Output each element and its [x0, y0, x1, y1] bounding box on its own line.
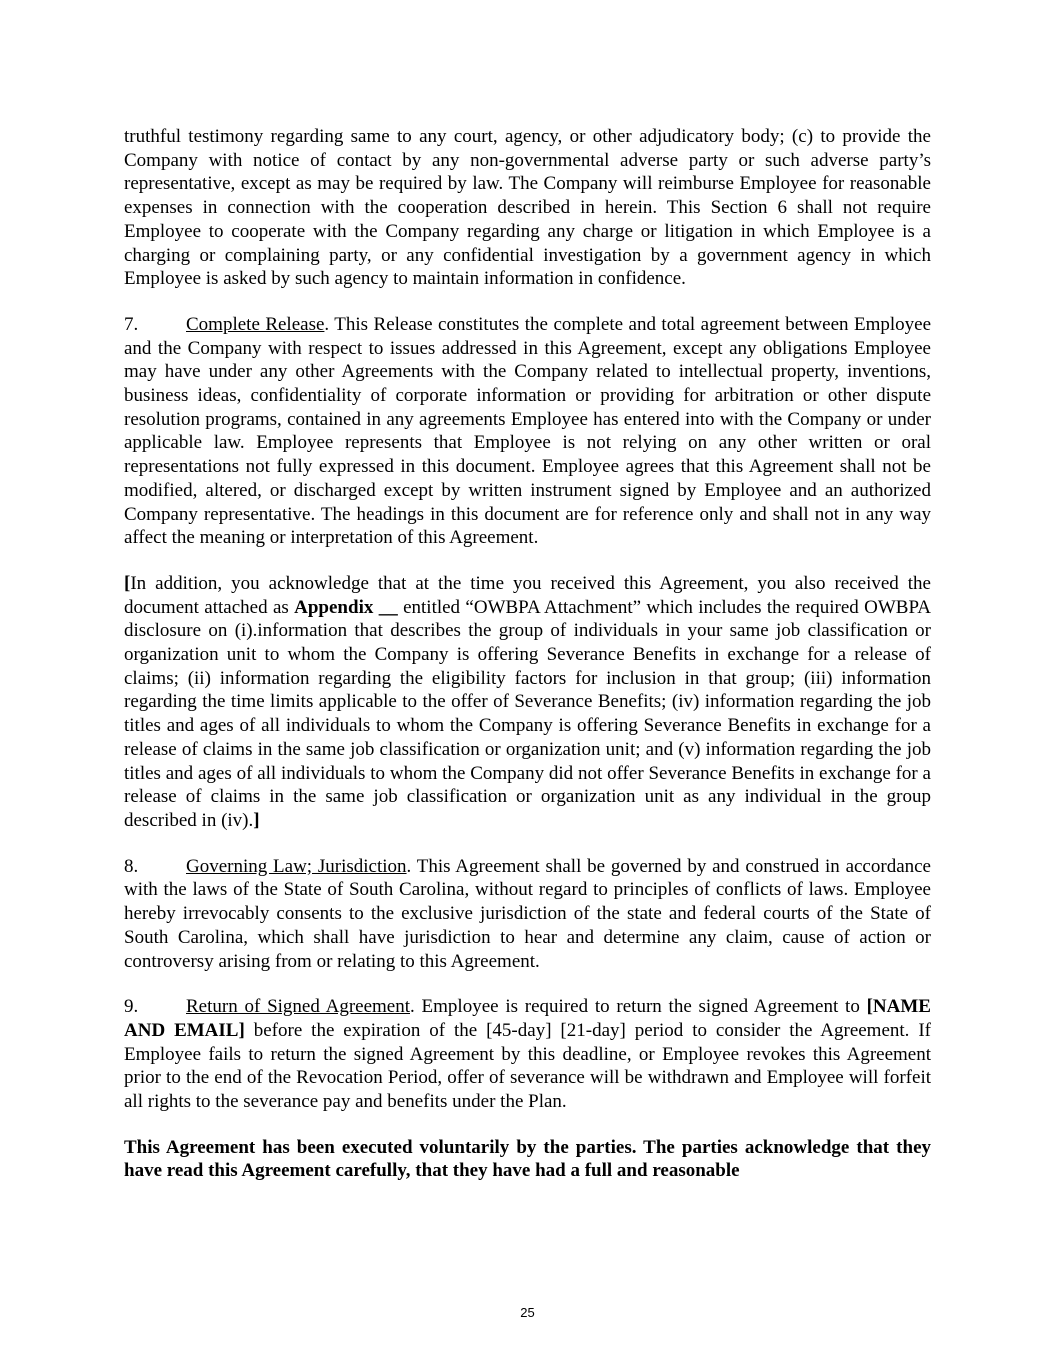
owbpa-text-a: In addition, you acknowledge that at the time you received this Agreement, you also received the document attached as [124, 572, 931, 618]
section-text-b: before the expiration of the [45-day] [21-day] period to consider the Agreement. If Employee fails to return the signed Agreement by this deadline, or Employee revokes this Agreement prior to the end of the Revocation Period, offer of severance will be withdrawn and Employee will forfeit all rights to the severance pay and benefits under the Plan. [124, 1019, 931, 1113]
section-text: . This Release constitutes the complete and total agreement between Employee and the Company with respect to issues addressed in this Agreement, except any obligations Employee may have under any other Agreements with the Company related to intellectual property, inventions, business ideas, confidentiality of corporate information or providing for arbitration or other dispute resolution programs, contained in any agreements Employee has entered into with the Company or under applicable law. Employee represents that Employee is not relying on any other written or oral representations not fully expressed in this document. Employee agrees that this Agreement shall not be modified, altered, or discharged except by written instrument signed by Employee and an authorized Company representative. The headings in this document are for reference only and shall not in any way affect the meaning or interpretation of this Agreement. [124, 313, 931, 549]
paragraph-closing-acknowledgement: This Agreement has been executed voluntarily by the parties. The parties acknowledge that they have read this Agreement carefully, that they have had a full and reasonable [124, 1136, 931, 1182]
appendix-reference: Appendix __ [294, 596, 398, 618]
section-number: 9. [124, 996, 139, 1018]
name-email-placeholder: [NAME AND EMAIL] [124, 996, 931, 1041]
section-heading: Complete Release [186, 313, 325, 335]
section-text-a: . Employee is required to return the signed Agreement to [410, 996, 867, 1018]
section-heading: Governing Law; Jurisdiction [186, 855, 407, 877]
owbpa-text-b: entitled “OWBPA Attachment” which includes the required OWBPA disclosure on (i).information that describes the group of individuals in your same job classification or organization unit to whom the Company is offering Severance Benefits in exchange for a release of claims; (ii) information regarding the eligibility factors for inclusion in that group; (iii) information regarding the time limits applicable to the offer of Severance Benefits; (iv) information regarding the job titles and ages of all individuals to whom the Company is offering Severance Benefits in exchange for a release of claims in the same job classification or organization unit; and (v) information regarding the job titles and ages of all individuals to whom the Company did not offer Severance Benefits in exchange for a release of claims in the same job classification or organization unit as any individual in the group described in (iv). [124, 596, 932, 831]
section-text: . This Agreement shall be governed by and construed in accordance with the laws of the State of South Carolina, without regard to principles of conflicts of laws. Employee hereby irrevocably consents to the exclusive jurisdiction of the state and federal courts of the State of South Carolina, which shall have jurisdiction to hear and determine any claim, cause of action or controversy arising from or relating to this Agreement. [124, 855, 931, 972]
paragraph-section8 [124, 855, 931, 974]
section-number: 8. [124, 855, 139, 877]
section-number: 7. [124, 313, 139, 335]
close-bracket: ] [253, 809, 260, 831]
paragraph-section9 [124, 995, 931, 1114]
page-number: 25 [520, 1305, 535, 1320]
paragraph-section7 [124, 313, 931, 550]
paragraph-section6-continuation: truthful testimony regarding same to any court, agency, or other adjudicatory body; (c) to provide the Company with notice of contact by any non-governmental adverse party or such adverse party’s representative, except as may be required by law. The Company will reimburse Employee for reasonable expenses in connection with the cooperation described in herein. This Section 6 shall not require Employee to cooperate with the Company regarding any charge or litigation in which Employee is a charging or complaining party, or any confidential investigation by a government agency in which Employee is asked by such agency to maintain information in confidence. [124, 126, 931, 290]
open-bracket: [ [124, 572, 131, 594]
section-heading: Return of Signed Agreement [186, 996, 410, 1018]
paragraph-owbpa [124, 572, 931, 833]
document-body [124, 125, 931, 1205]
